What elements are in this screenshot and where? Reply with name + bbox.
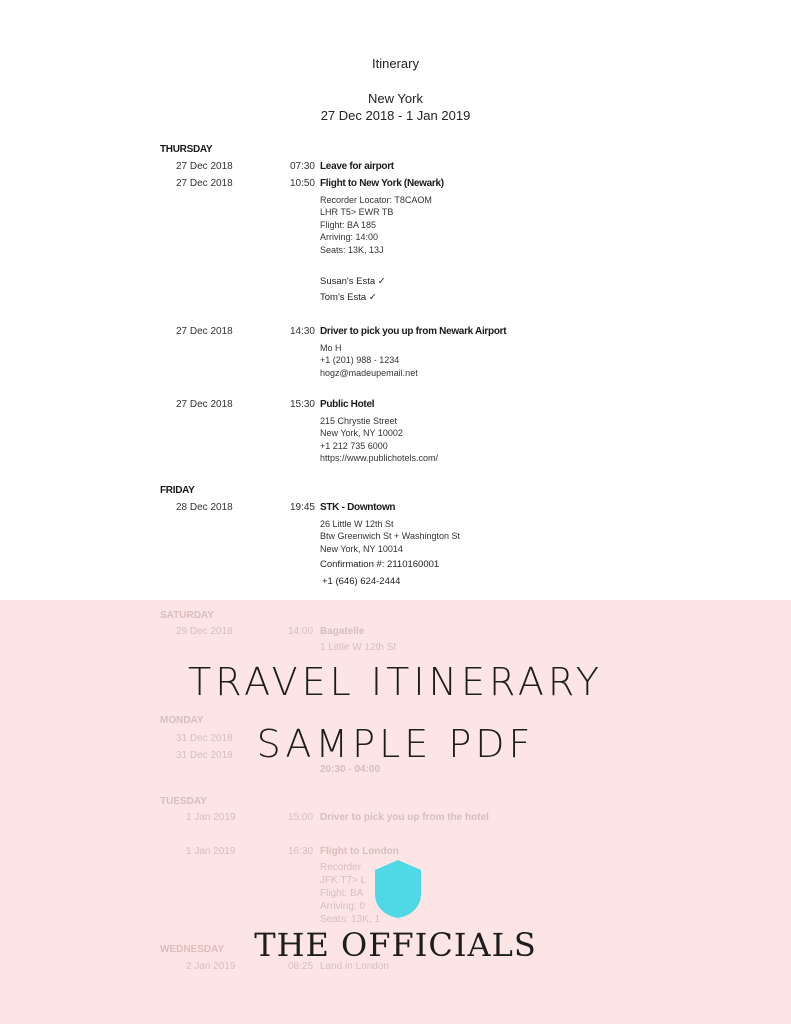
faded-day-saturday: SATURDAY <box>160 610 214 621</box>
phone-number: +1 (646) 624-2444 <box>322 576 401 587</box>
faded-line: Flight: BA <box>320 888 364 899</box>
entry-details <box>320 342 418 379</box>
faded-title: Flight to London <box>320 846 399 857</box>
entry-title: Flight to New York (Newark) <box>320 178 444 189</box>
detail-line: Flight: BA 185 <box>320 219 377 230</box>
faded-line: Seats: 13K, 1 <box>320 914 381 925</box>
shield-icon <box>372 858 424 920</box>
entry-time: 15:30 <box>289 399 315 410</box>
faded-line: JFK T7> L <box>320 875 367 886</box>
faded-title: Land in London <box>320 961 389 972</box>
entry-title: Leave for airport <box>320 161 394 172</box>
faded-date: 31 Dec 2018 <box>176 733 233 744</box>
faded-line: 1 Little W 12th St <box>320 642 397 653</box>
detail-line: New York, NY 10014 <box>320 543 403 554</box>
faded-time: 16:30 <box>288 846 314 857</box>
entry-date: 27 Dec 2018 <box>176 178 233 189</box>
detail-line: https://www.publichotels.com/ <box>320 453 439 464</box>
faded-title: Driver to pick you up from the hotel <box>320 812 489 823</box>
faded-day-tuesday: TUESDAY <box>160 796 207 807</box>
day-heading-friday: FRIDAY <box>160 485 195 496</box>
entry-date: 27 Dec 2018 <box>176 161 233 172</box>
brand-name: THE OFFICIALS <box>254 926 537 964</box>
esta-status: Tom's Esta ✓ <box>320 292 377 303</box>
detail-line: Recorder Locator: T8CAOM <box>320 195 432 205</box>
detail-line: +1 (201) 988 - 1234 <box>320 355 400 366</box>
day-heading-thursday: THURSDAY <box>160 144 213 155</box>
detail-line: Btw Greenwich St + Washington St <box>320 531 460 542</box>
document-date-range: 27 Dec 2018 - 1 Jan 2019 <box>320 108 471 123</box>
entry-time: 10:50 <box>289 178 315 189</box>
document-city: New York <box>368 91 423 106</box>
faded-time: 14:00 <box>288 626 314 637</box>
entry-details <box>320 518 460 555</box>
entry-details <box>320 194 432 256</box>
entry-time: 07:30 <box>289 161 315 172</box>
detail-line: Arriving: 14:00 <box>320 232 379 243</box>
faded-date: 1 Jan 2019 <box>186 846 236 857</box>
faded-date: 29 Dec 2018 <box>176 626 233 637</box>
entry-time: 19:45 <box>289 502 315 513</box>
detail-line: hogz@madeupemail.net <box>320 367 418 378</box>
document-title: Itinerary <box>372 56 419 71</box>
entry-title: STK - Downtown <box>320 502 396 513</box>
faded-day-wednesday: WEDNESDAY <box>160 944 225 955</box>
detail-line: Mo H <box>320 343 342 353</box>
detail-line: New York, NY 10002 <box>320 428 403 439</box>
detail-line: 26 Little W 12th St <box>320 519 394 529</box>
entry-date: 27 Dec 2018 <box>176 326 233 337</box>
faded-date: 2 Jan 2019 <box>186 961 236 972</box>
confirmation-number: Confirmation #: 2110160001 <box>320 559 440 570</box>
banner-line-1: TRAVEL ITINERARY <box>188 660 603 704</box>
faded-title: Bagatelle <box>320 626 365 637</box>
faded-time-range: 20:30 - 04:00 <box>320 764 381 775</box>
banner-line-2: SAMPLE PDF <box>256 722 535 766</box>
detail-line: +1 212 735 6000 <box>320 440 388 451</box>
entry-title: Driver to pick you up from Newark Airport <box>320 326 507 337</box>
faded-time: 15:00 <box>288 812 314 823</box>
entry-date: 27 Dec 2018 <box>176 399 233 410</box>
esta-status: Susan's Esta ✓ <box>320 276 386 287</box>
detail-line: Seats: 13K, 13J <box>320 244 384 255</box>
entry-date: 28 Dec 2018 <box>176 502 233 513</box>
faded-line: Recorder <box>320 862 362 873</box>
faded-date: 1 Jan 2019 <box>186 812 236 823</box>
detail-line: LHR T5> EWR TB <box>320 207 394 218</box>
entry-title: Public Hotel <box>320 399 375 410</box>
faded-time: 08:25 <box>288 961 314 972</box>
faded-day-monday: MONDAY <box>160 715 204 726</box>
detail-line: 215 Chrystie Street <box>320 416 398 426</box>
entry-time: 14:30 <box>289 326 315 337</box>
entry-details <box>320 415 438 465</box>
faded-line: Arriving: 0 <box>320 901 366 912</box>
faded-date: 31 Dec 2018 <box>176 750 233 761</box>
